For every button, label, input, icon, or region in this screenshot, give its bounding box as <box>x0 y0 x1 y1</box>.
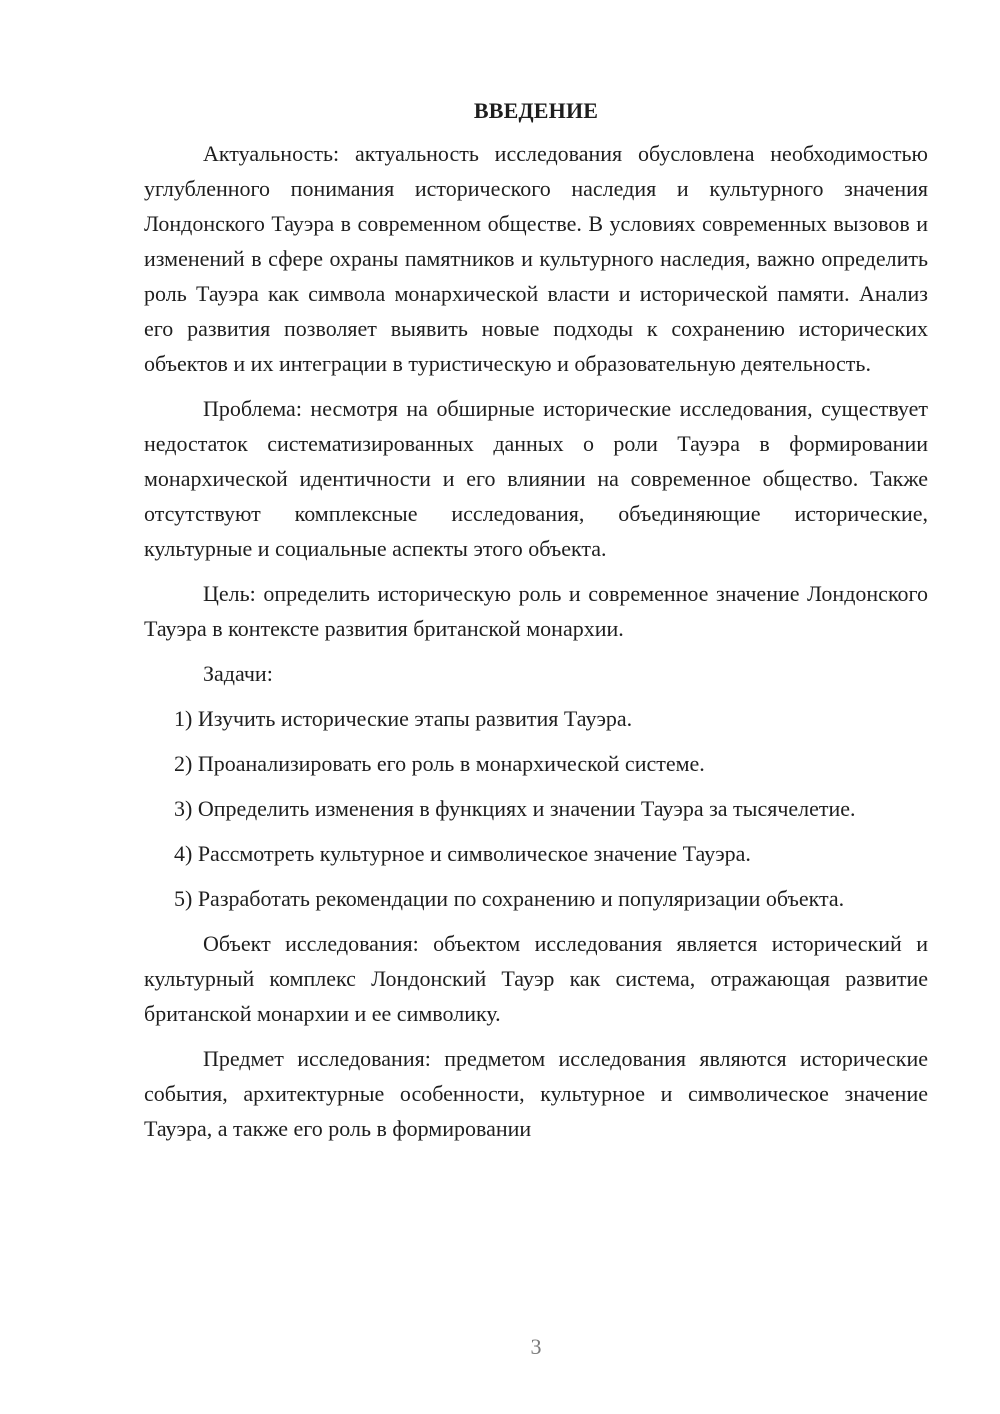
task-item-4: 4) Рассмотреть культурное и символическое значение Тауэра. <box>174 841 751 866</box>
tasks-heading: Задачи: <box>203 661 273 686</box>
paragraph-object: Объект исследования: объектом исследования является исторический и культурный комплекс Лондонский Тауэр как система, отражающая развитие британской монархии и ее символику. <box>144 931 928 1026</box>
task-item-1: 1) Изучить исторические этапы развития Тауэра. <box>174 706 633 731</box>
task-item-3: 3) Определить изменения в функциях и значении Тауэра за тысячелетие. <box>174 796 856 821</box>
paragraph-relevance: Актуальность: актуальность исследования обусловлена необходимостью углубленного понимания исторического наследия и культурного значения Лондонского Тауэра в современном обществе. В условиях современных вызовов и изменений в сфере охраны памятников и культурного наследия, важно определить роль Тауэра как символа монархической власти и исторической памяти. Анализ его развития позволяет выявить новые подходы к сохранению исторических объектов и их интеграции в туристическую и образовательную деятельность. <box>144 141 928 376</box>
document-page <box>144 96 928 1156</box>
section-title: ВВЕДЕНИЕ <box>473 98 599 123</box>
task-item-5: 5) Разработать рекомендации по сохранению и популяризации объекта. <box>174 886 845 911</box>
paragraph-goal: Цель: определить историческую роль и современное значение Лондонского Тауэра в контексте развития британской монархии. <box>144 581 928 641</box>
task-item-2: 2) Проанализировать его роль в монархической системе. <box>174 751 705 776</box>
paragraph-subject: Предмет исследования: предметом исследования являются исторические события, архитектурные особенности, культурное и символическое значение Тауэра, а также его роль в формировании <box>144 1046 928 1141</box>
paragraph-problem: Проблема: несмотря на обширные исторические исследования, существует недостаток систематизированных данных о роли Тауэра в формировании монархической идентичности и его влиянии на современное общество. Также отсутствуют комплексные исследования, объединяющие исторические, культурные и социальные аспекты этого объекта. <box>144 396 928 561</box>
page-number: 3 <box>530 1334 542 1359</box>
